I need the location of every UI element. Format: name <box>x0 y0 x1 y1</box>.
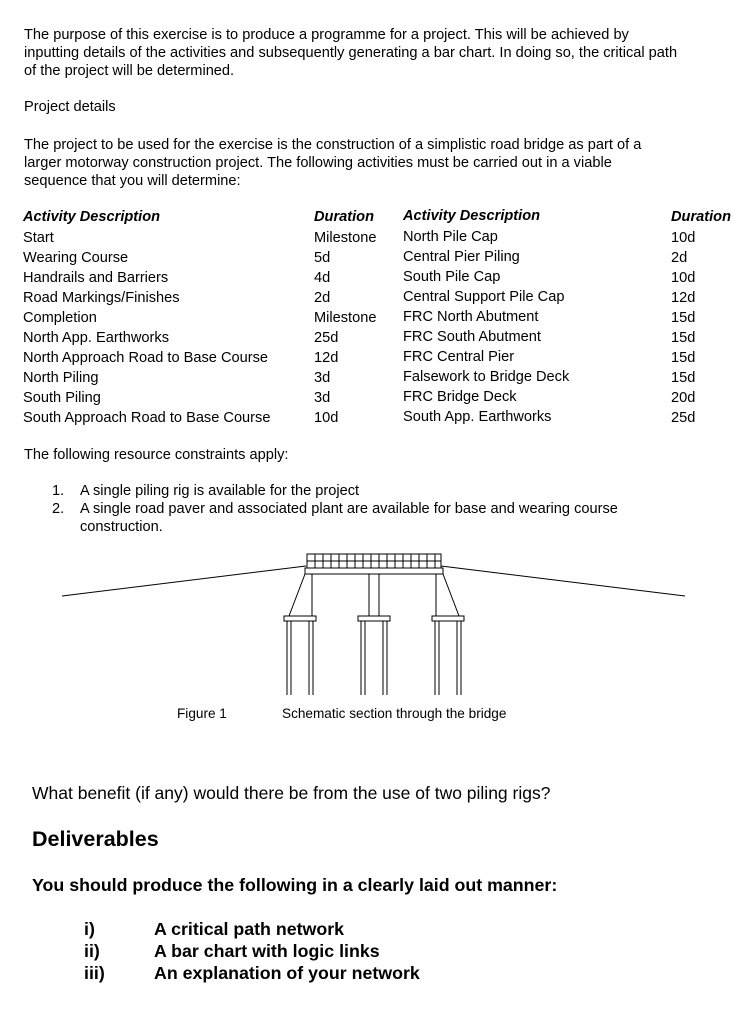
right-activity: FRC North Abutment <box>403 309 539 325</box>
central-pile-cap <box>358 616 390 621</box>
project-line-2: larger motorway construction project. The following activities must be carried out in a viable <box>24 155 612 171</box>
deliverables-heading: Deliverables <box>32 827 159 851</box>
right-duration: 15d <box>671 370 696 386</box>
south-approach-line <box>441 566 685 596</box>
right-duration: 15d <box>671 310 696 326</box>
constraints-list <box>52 482 692 536</box>
left-activity: Wearing Course <box>23 250 129 266</box>
left-duration: 25d <box>314 330 339 346</box>
left-duration: Milestone <box>314 310 377 326</box>
left-duration: 2d <box>314 290 331 306</box>
constraint-item <box>52 482 692 500</box>
project-line-1: The project to be used for the exercise is the construction of a simplistic road bridge as part of a <box>24 137 642 153</box>
left-activity: Road Markings/Finishes <box>23 290 180 306</box>
right-duration: 10d <box>671 230 696 246</box>
north-approach-line <box>62 566 306 596</box>
south-pile-cap <box>432 616 464 621</box>
right-duration: 10d <box>671 270 696 286</box>
left-duration: Milestone <box>314 230 377 246</box>
left-activity: Start <box>23 230 54 246</box>
right-activity: FRC South Abutment <box>403 329 541 345</box>
figure-caption: Schematic section through the bridge <box>282 706 507 721</box>
right-activity: South App. Earthworks <box>403 409 552 425</box>
intro-line-1: The purpose of this exercise is to produce a programme for a project. This will be achieved by <box>24 27 629 43</box>
left-duration-header: Duration <box>314 209 374 225</box>
left-activity: North Piling <box>23 370 99 386</box>
right-activity: FRC Bridge Deck <box>403 389 517 405</box>
deliverable-number: ii) <box>84 941 100 961</box>
left-activity: Completion <box>23 310 97 326</box>
activity-table <box>0 0 745 440</box>
left-activity: Handrails and Barriers <box>23 270 169 286</box>
deliverable-number: iii) <box>84 963 105 983</box>
right-activity-header: Activity Description <box>403 208 541 224</box>
right-activity: FRC Central Pier <box>403 349 515 365</box>
right-duration-header: Duration <box>671 209 731 225</box>
left-duration: 5d <box>314 250 331 266</box>
constraint-item <box>52 500 692 536</box>
constraint-number: 1. <box>52 483 65 499</box>
north-pile-cap <box>284 616 316 621</box>
piles <box>287 621 461 695</box>
constraint-number: 2. <box>52 501 65 517</box>
right-activity: Central Pier Piling <box>403 249 520 265</box>
right-duration: 20d <box>671 390 696 406</box>
bridge-schematic <box>0 540 745 710</box>
right-duration: 12d <box>671 290 696 306</box>
right-activity: North Pile Cap <box>403 229 498 245</box>
left-activity: South Piling <box>23 390 101 406</box>
bridge-deck <box>305 568 443 574</box>
project-line-3: sequence that you will determine: <box>24 173 241 189</box>
left-activity: North Approach Road to Base Course <box>23 350 268 366</box>
left-duration: 3d <box>314 390 331 406</box>
left-duration: 12d <box>314 350 339 366</box>
left-activity: South Approach Road to Base Course <box>23 410 271 426</box>
deliverable-text: An explanation of your network <box>154 963 420 983</box>
project-details-heading: Project details <box>24 99 116 115</box>
intro-line-2: inputting details of the activities and subsequently generating a bar chart. In doing so, the critical path <box>24 45 678 61</box>
deliverable-number: i) <box>84 919 95 939</box>
constraint-text-continued: construction. <box>80 519 163 535</box>
left-duration: 10d <box>314 410 339 426</box>
south-abutment <box>443 574 459 616</box>
constraints-heading: The following resource constraints apply: <box>24 447 289 463</box>
right-duration: 15d <box>671 350 696 366</box>
right-duration: 15d <box>671 330 696 346</box>
right-activity: South Pile Cap <box>403 269 501 285</box>
constraint-text: A single piling rig is available for the project <box>80 483 360 499</box>
deliverable-text: A bar chart with logic links <box>154 941 380 961</box>
left-duration: 3d <box>314 370 331 386</box>
north-abutment <box>289 574 305 616</box>
left-activity: North App. Earthworks <box>23 330 170 346</box>
right-duration: 25d <box>671 410 696 426</box>
right-activity: Falsework to Bridge Deck <box>403 369 570 385</box>
constraint-text: A single road paver and associated plant are available for base and wearing course <box>80 501 618 517</box>
deliverable-text: A critical path network <box>154 919 345 939</box>
question-text: What benefit (if any) would there be from the use of two piling rigs? <box>32 783 551 803</box>
figure-label: Figure 1 <box>177 706 227 721</box>
left-duration: 4d <box>314 270 331 286</box>
intro-line-3: of the project will be determined. <box>24 63 235 79</box>
left-activity-header: Activity Description <box>23 209 161 225</box>
right-duration: 2d <box>671 250 688 266</box>
right-activity: Central Support Pile Cap <box>403 289 565 305</box>
produce-instruction: You should produce the following in a clearly laid out manner: <box>32 875 558 895</box>
